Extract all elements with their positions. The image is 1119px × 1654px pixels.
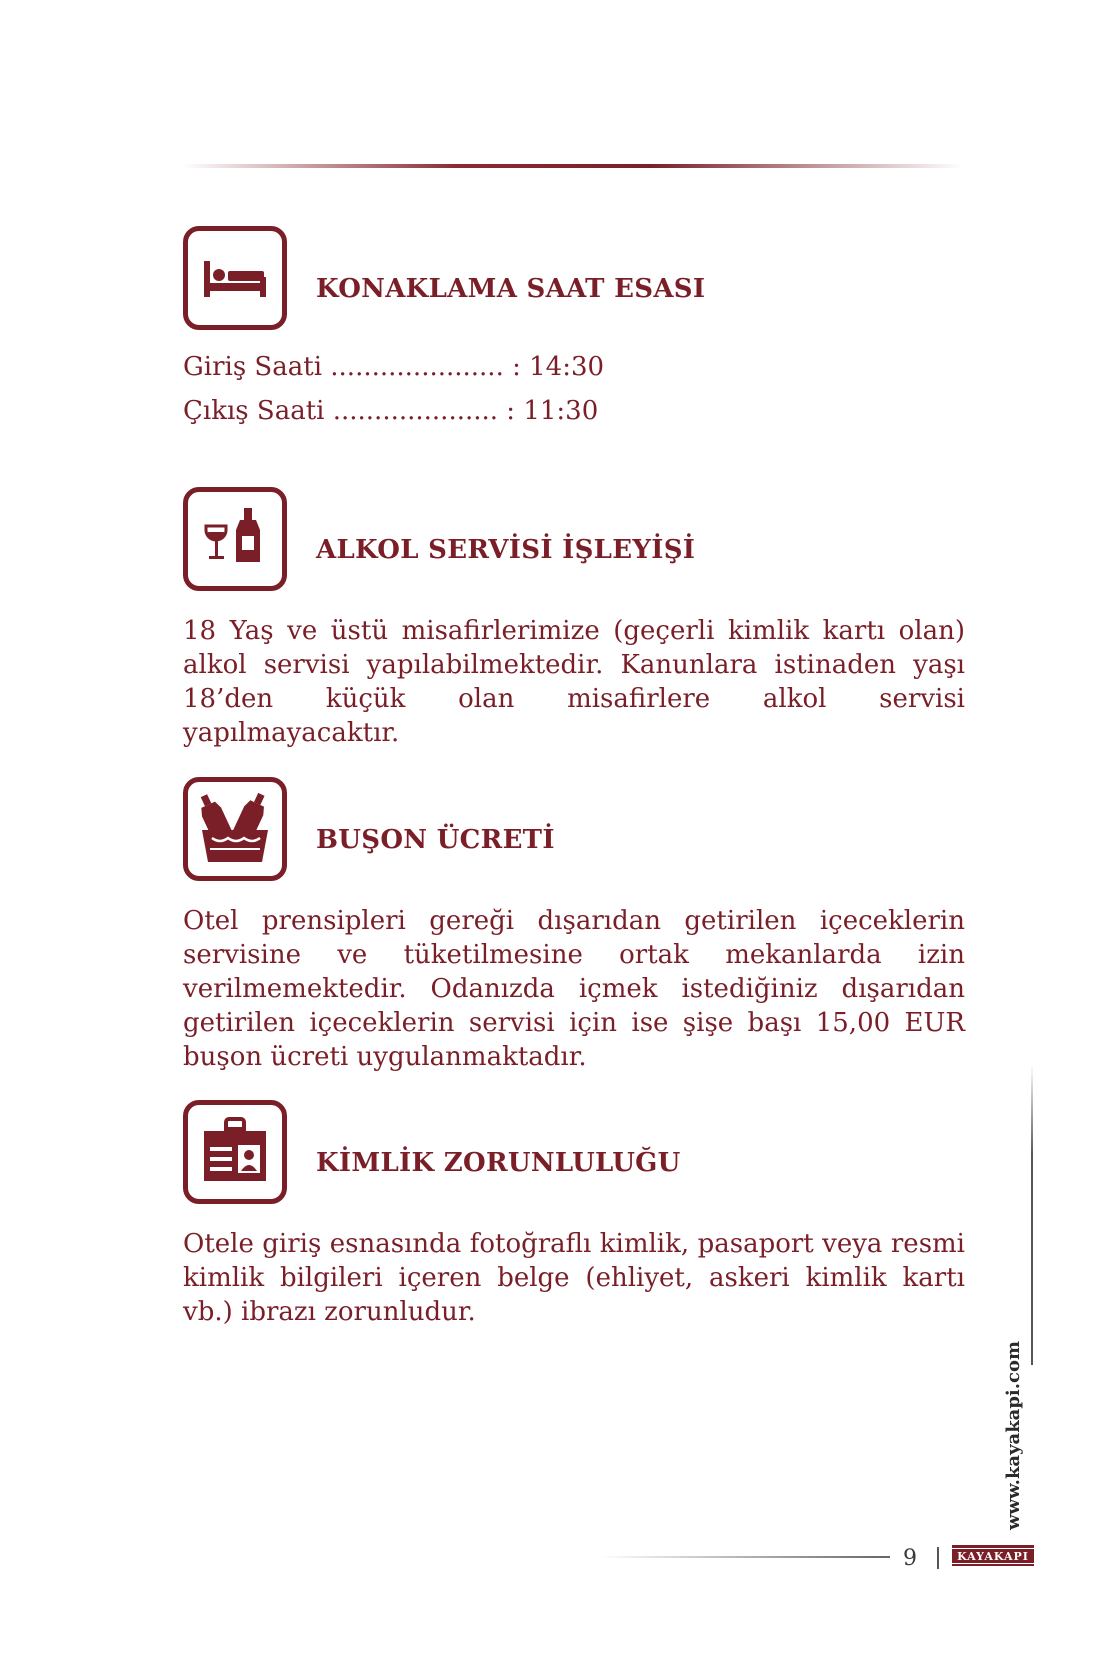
checkout-label: Çıkış Saati (183, 396, 325, 426)
section-title-kimlik: KİMLİK ZORUNLULUĞU (316, 1148, 681, 1178)
page-number: 9 (903, 1546, 917, 1571)
checkout-line: Çıkış Saati .................... : 11:30 (183, 396, 599, 426)
alkol-text: 18 Yaş ve üstü misafirlerimize (geçerli kimlik kartı olan) alkol servisi yapılabilmektedir. Kanunlara istinaden yaşı 18’den küçük olan misafirlere alkol servisi yapılmayacaktır. (183, 616, 965, 748)
bed-icon (183, 226, 287, 330)
checkin-label: Giriş Saati (183, 352, 323, 382)
footer-divider (600, 1556, 890, 1558)
section-title-buson: BUŞON ÜCRETİ (316, 825, 555, 855)
dot-leader: .................... (332, 396, 499, 426)
checkout-value: 11:30 (523, 396, 599, 426)
top-divider (183, 164, 963, 168)
id-badge-icon (183, 1100, 287, 1204)
section-title-konaklama: KONAKLAMA SAAT ESASI (316, 274, 706, 304)
dot-leader: ..................... (330, 352, 504, 382)
checkin-line: Giriş Saati ..................... : 14:30 (183, 352, 605, 382)
alkol-paragraph (183, 614, 965, 750)
kayakapi-logo (952, 1545, 1034, 1569)
side-divider (1031, 1065, 1033, 1365)
buson-text: Otel prensipleri gereği dışarıdan getirilen içeceklerin servisine ve tüketilmesine ortak mekanlarda izin verilmemektedir. Odanızda içmek istediğiniz dışarıdan getirilen içeceklerin servisi için ise şişe başı 15,00 EUR buşon ücreti uygulanmaktadır. (183, 906, 965, 1072)
website-url[interactable]: www.kayakapi.com (1003, 1340, 1024, 1530)
page-separator (937, 1547, 939, 1569)
kimlik-paragraph (183, 1227, 965, 1329)
wine-bottle-glass-icon (183, 487, 287, 591)
section-title-alkol: ALKOL SERVİSİ İŞLEYİŞİ (316, 535, 696, 565)
bottles-in-bucket-icon (183, 777, 287, 881)
kimlik-text: Otele giriş esnasında fotoğraflı kimlik, pasaport veya resmi kimlik bilgileri içeren belge (ehliyet, askeri kimlik kartı vb.) ibrazı zorunludur. (183, 1229, 965, 1327)
svg-text:KAYAKAPI: KAYAKAPI (957, 1550, 1029, 1563)
buson-paragraph (183, 904, 965, 1074)
checkin-value: 14:30 (529, 352, 605, 382)
